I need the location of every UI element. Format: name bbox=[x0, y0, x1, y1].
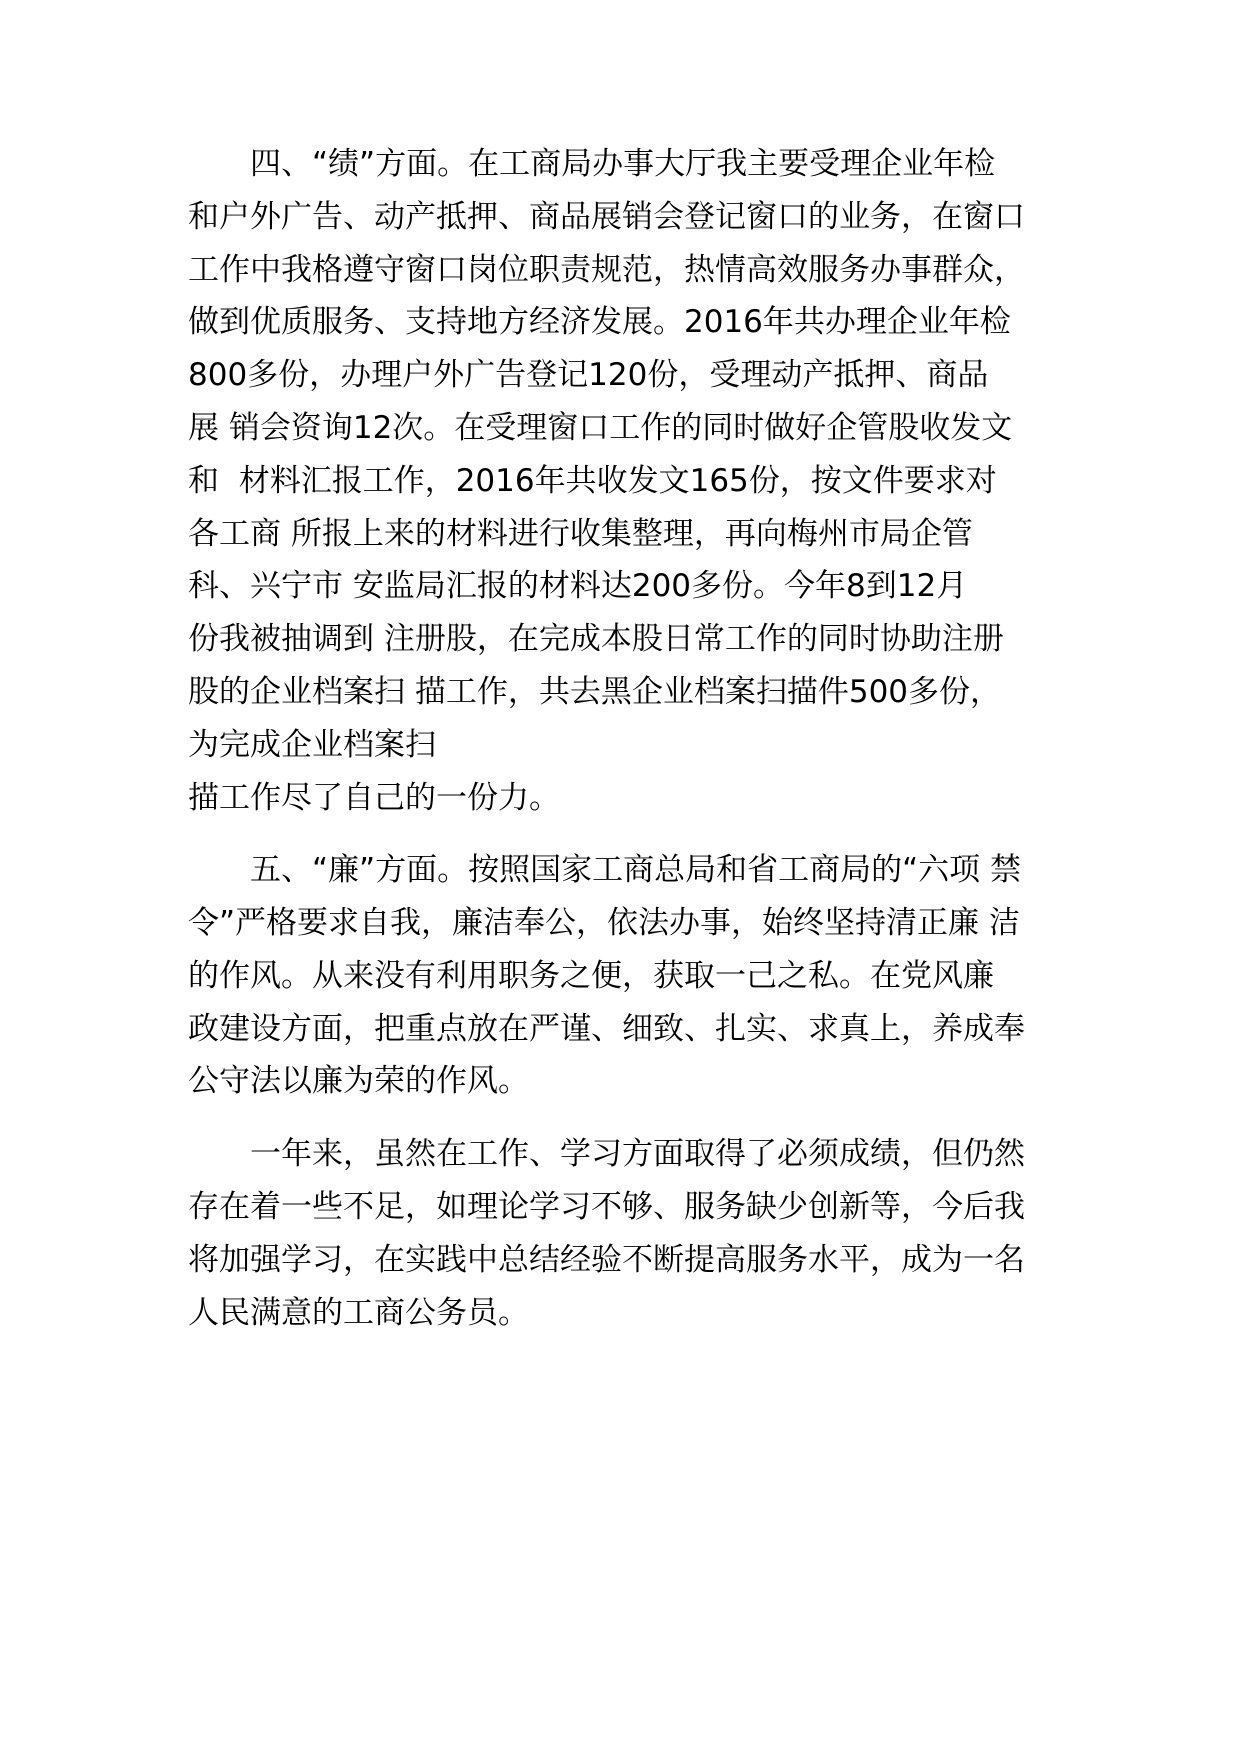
text-line: 人民满意的工商公务员。 bbox=[188, 1295, 529, 1331]
text-line: 份我被抽调到 注册股，在完成本股日常工作的同时协助注册 bbox=[188, 621, 1004, 657]
text-line: 科、兴宁市 安监局汇报的材料达200多份。今年8到12月 bbox=[188, 568, 968, 604]
text-line: 五、“廉”方面。按照国家工商总局和省工商局的“六项 禁 bbox=[188, 852, 1022, 888]
text-line: 政建设方面，把重点放在严谨、细致、扎实、求真上，养成奉 bbox=[188, 1011, 1025, 1047]
text-line: 的作风。从来没有利用职务之便，获取一己之私。在党风廉 bbox=[188, 958, 994, 994]
text-line: 描工作尽了自己的一份力。 bbox=[188, 780, 560, 816]
text-line: 做到优质服务、支持地方经济发展。2016年共办理企业年检 bbox=[188, 304, 1011, 340]
text-line: 各工商 所报上来的材料进行收集整理，再向梅州市局企管 bbox=[188, 516, 973, 552]
text-line: 展 销会资询12次。在受理窗口工作的同时做好企管股收发文 bbox=[188, 410, 1013, 446]
text-line: 令”严格要求自我，廉洁奉公，依法办事，始终坚持清正廉 洁 bbox=[188, 905, 1020, 941]
text-line: 将加强学习，在实践中总结经验不断提高服务水平，成为一名 bbox=[188, 1242, 1025, 1278]
text-line: 公守法以廉为荣的作风。 bbox=[188, 1063, 529, 1099]
text-line: 工作中我格遵守窗口岗位职责规范，热情高效服务办事群众， bbox=[188, 252, 1025, 288]
text-line: 四、“绩”方面。在工商局办事大厅我主要受理企业年检 bbox=[188, 146, 996, 182]
text-line: 800多份，办理户外广告登记120份，受理动产抵押、商品 bbox=[188, 357, 989, 393]
text-line: 为完成企业档案扫 bbox=[188, 727, 436, 763]
text-line: 一年来，虽然在工作、学习方面取得了必须成绩，但仍然 bbox=[188, 1136, 1025, 1172]
text-line: 存在着一些不足，如理论学习不够、服务缺少创新等，今后我 bbox=[188, 1189, 1025, 1225]
text-line: 和 材料汇报工作，2016年共收发文165份，按文件要求对 bbox=[188, 463, 997, 499]
text-line: 股的企业档案扫 描工作，共去黑企业档案扫描件500多份， bbox=[188, 674, 1002, 710]
text-line: 和户外广告、动产抵押、商品展销会登记窗口的业务，在窗口 bbox=[188, 199, 1025, 235]
